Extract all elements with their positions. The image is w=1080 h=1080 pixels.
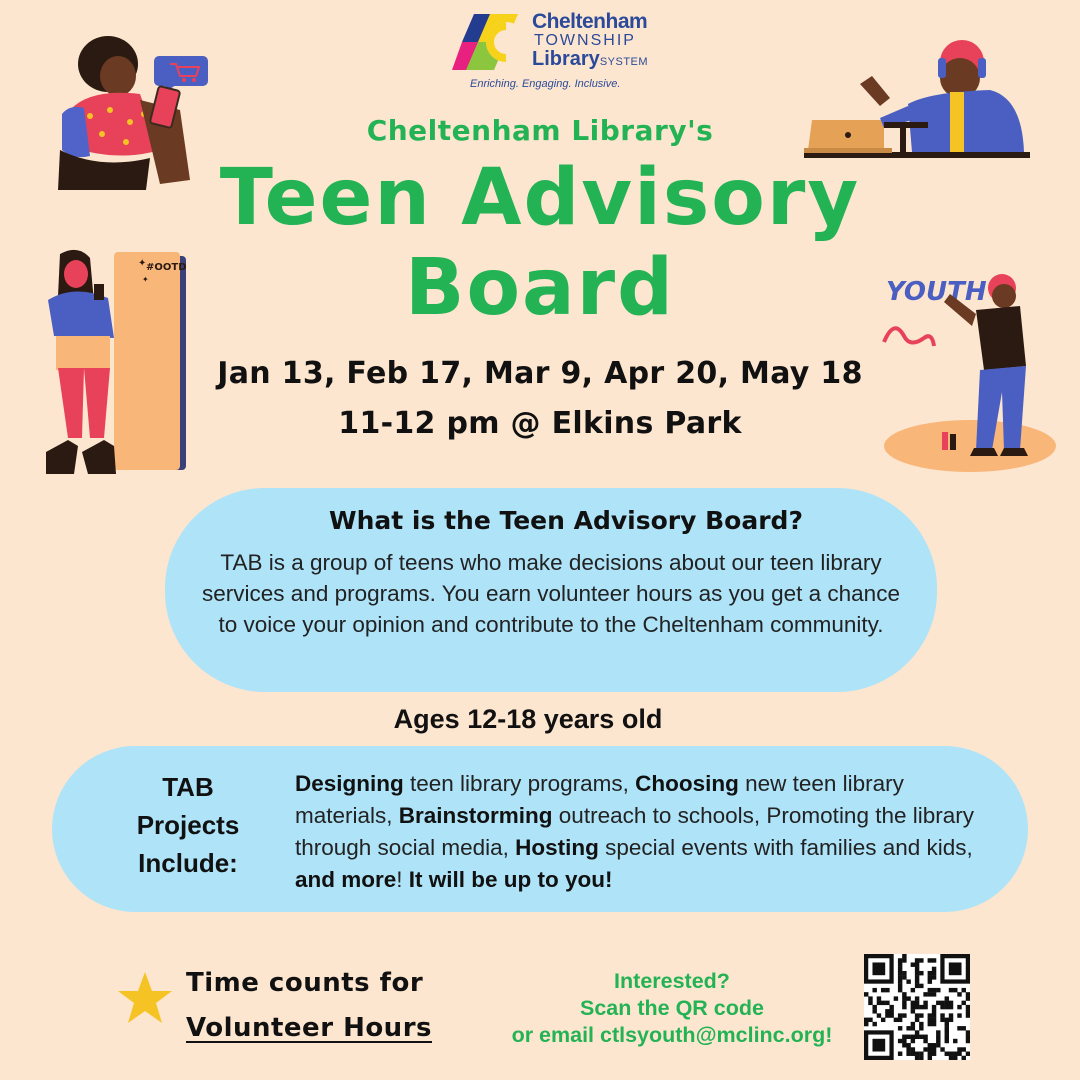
library-logo	[444, 10, 674, 96]
tab-projects-label-line2: Projects	[136, 810, 240, 840]
what-is-tab-description: TAB is a group of teens who make decisions about our teen library services and programs. You earn volunteer hours as you get a chance to voice your opinion and contribute to the Cheltenham community.	[202, 550, 900, 637]
svg-text:✦: ✦	[138, 258, 147, 269]
project-text: outreach to schools, Promoting the library through social media,	[295, 803, 975, 860]
subtitle: Cheltenham Library's	[366, 114, 714, 147]
tab-projects-label-line3: Include:	[138, 848, 238, 878]
tab-projects-label-line1: TAB	[162, 772, 214, 802]
cta-line1: Interested?	[614, 969, 730, 993]
volunteer-text: Time counts for	[186, 968, 424, 998]
logo-text-township: TOWNSHIP	[534, 32, 636, 49]
cta-line2: Scan the QR code	[580, 996, 764, 1020]
ootd-tag: #OOTD	[146, 262, 187, 273]
qr-code[interactable]	[864, 954, 970, 1060]
logo-text-library	[532, 48, 648, 71]
meeting-time-location: 11-12 pm @ Elkins Park	[338, 406, 742, 441]
logo-text-cheltenham: Cheltenham	[532, 10, 648, 33]
logo-text-library-word: Library	[532, 48, 600, 70]
headphones-icon	[938, 58, 946, 78]
project-text: teen library programs,	[403, 771, 636, 796]
project-keyword: and more	[295, 867, 397, 892]
tab-projects-label	[118, 768, 258, 882]
project-keyword: It will be up to you!	[408, 867, 613, 892]
page-title-line1: Teen Advisory	[219, 153, 861, 243]
page-title-line2: Board	[405, 243, 675, 333]
logo-tagline: Enriching. Engaging. Inclusive.	[470, 78, 621, 90]
age-range: Ages 12-18 years old	[393, 704, 663, 734]
volunteer-hours-text: Volunteer Hours	[186, 1013, 432, 1043]
svg-text:✦: ✦	[142, 275, 149, 284]
project-text: !	[396, 867, 409, 892]
project-keyword: Choosing	[635, 771, 739, 796]
project-text: special events with families and kids,	[598, 835, 973, 860]
star-icon	[116, 970, 174, 1026]
chat-bubble-icon	[154, 56, 208, 86]
tab-projects-description	[295, 768, 985, 896]
project-keyword: Brainstorming	[398, 803, 553, 828]
contact-call-to-action	[484, 968, 860, 1049]
youth-graffiti: YOUTH	[886, 277, 987, 307]
project-keyword: Hosting	[515, 835, 599, 860]
what-is-tab-heading: What is the Teen Advisory Board?	[329, 506, 803, 535]
logo-mark-icon	[444, 12, 534, 76]
logo-text-system: SYSTEM	[599, 56, 649, 68]
project-text: new teen library materials,	[295, 771, 904, 828]
cta-line3[interactable]: or email ctlsyouth@mclinc.org!	[511, 1023, 833, 1047]
project-keyword: Designing	[295, 771, 404, 796]
meeting-dates: Jan 13, Feb 17, Mar 9, Apr 20, May 18	[217, 356, 863, 391]
